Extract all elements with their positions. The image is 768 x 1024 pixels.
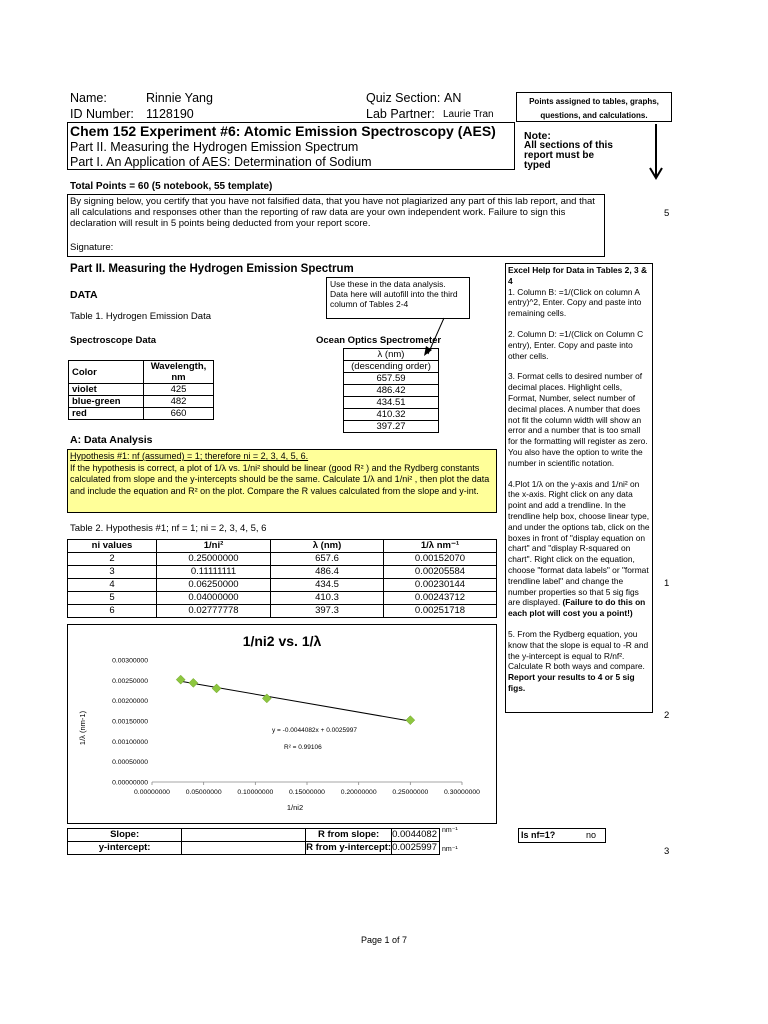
ocean-value: 434.51 — [344, 397, 439, 409]
table-row — [68, 592, 497, 605]
x-tick-label: 0.00000000 — [134, 789, 170, 796]
table-row — [68, 553, 497, 566]
excel-help-step: 1. Column B: =1/(Click on column A entry)^2, Enter. Copy and paste into remaining cells. — [508, 286, 642, 319]
table1-cell: blue-green — [69, 396, 144, 408]
table2-cell: 0.11111111 — [157, 566, 271, 579]
table2-header: λ (nm) — [271, 540, 384, 553]
data-label: DATA — [70, 289, 98, 301]
y-tick-label: 0.00000000 — [112, 779, 148, 787]
y-tick-label: 0.00250000 — [112, 677, 148, 685]
y-tick-label: 0.00150000 — [112, 718, 148, 726]
table2-cell: 0.00230144 — [384, 579, 497, 592]
trendline-equation: y = -0.0044082x + 0.0025997 — [272, 727, 357, 734]
results-table — [67, 828, 440, 855]
x-tick-label: 0.20000000 — [340, 789, 377, 796]
ocean-value: 410.32 — [344, 409, 439, 421]
table2-cell: 486.4 — [271, 566, 384, 579]
unit-label: nm⁻¹ — [442, 827, 458, 834]
ocean-header-order: (descending order) — [344, 361, 439, 373]
x-tick-label: 0.10000000 — [237, 789, 274, 796]
table1-cell: violet — [69, 384, 144, 396]
table2-cell: 0.06250000 — [157, 579, 271, 592]
table2-cell: 397.3 — [271, 605, 384, 618]
table2-cell: 0.00251718 — [384, 605, 497, 618]
declaration-points: 5 — [664, 208, 670, 219]
spectroscope-label: Spectroscope Data — [70, 335, 157, 346]
excel-help-step — [508, 479, 650, 619]
part1-heading: Part I. An Application of AES: Determination of Sodium — [70, 155, 372, 169]
table1-cell: 660 — [144, 408, 214, 420]
table-row — [68, 579, 497, 592]
excel-help-step — [508, 629, 650, 694]
table-row — [68, 605, 497, 618]
y-tick-label: 0.00100000 — [112, 738, 148, 746]
table2-cell: 657.6 — [271, 553, 384, 566]
table2-header: ni values — [68, 540, 157, 553]
name-label: Name: — [70, 91, 107, 105]
table1-header-wavelength: Wavelength, nm — [144, 361, 214, 384]
partner-label: Lab Partner: — [366, 107, 435, 121]
table2-header: 1/λ nm⁻¹ — [384, 540, 497, 553]
x-tick-label: 0.15000000 — [289, 789, 325, 796]
scatter-chart — [67, 624, 497, 824]
data-point — [176, 675, 185, 684]
analysis-title: A: Data Analysis — [70, 434, 153, 446]
part2-heading: Part II. Measuring the Hydrogen Emission Spectrum — [70, 140, 359, 154]
r-squared-label: R² = 0.99106 — [284, 744, 322, 751]
page-footer: Page 1 of 7 — [360, 935, 408, 945]
hypothesis-line: If the hypothesis is correct, a plot of 1/λ vs. 1/ni² should be linear (good R² ) and the Rydberg constants — [70, 462, 480, 473]
note-title: Note: — [524, 130, 551, 142]
table2-cell: 0.25000000 — [157, 553, 271, 566]
signature-label: Signature: — [70, 242, 114, 253]
ocean-value: 397.27 — [344, 421, 439, 433]
table1-cell: 425 — [144, 384, 214, 396]
table1-cell: red — [69, 408, 144, 420]
section-title: Part II. Measuring the Hydrogen Emission Spectrum — [70, 263, 354, 275]
y-tick-label: 0.00200000 — [112, 698, 148, 706]
excel-help-warning: Report your results to 4 or 5 sig figs. — [508, 672, 635, 693]
table1-cell: 482 — [144, 396, 214, 408]
report-title: Chem 152 Experiment #6: Atomic Emission Spectroscopy (AES) — [70, 123, 496, 139]
excel-help-step: 2. Column D: =1/(Click on Column C entry), Enter. Copy and paste into other cells. — [508, 328, 644, 361]
declaration-text: By signing below, you certify that you have not falsified data, that you have not plagiarized any part of this lab report, and that all calculations and responses other than the reporting of raw data are your own independent work. Failure to sign this declaration will result in 5 points being deducted from your report score. — [70, 196, 595, 229]
ocean-header-lambda: λ (nm) — [344, 349, 439, 361]
table-row — [68, 566, 497, 579]
margin-points: 3 — [664, 846, 670, 857]
margin-points: 2 — [664, 710, 670, 721]
hypothesis-line: Hypothesis #1: nf (assumed) = 1; therefore ni = 2, 3, 4, 5, 6. — [70, 451, 309, 461]
y-tick-label: 0.00300000 — [112, 657, 148, 665]
excel-help-text: 4.Plot 1/λ on the y-axis and 1/ni² on the x-axis. Right click on any data point and add a trendline. In the trendline help box, choose linear type, and under the options tab, click on the boxes in front of "display equation on chart" and "display R-squared on chart". Right click on the equation, choose "format data labels" or "format trendline label" and change the number properties so that 5 sig figs are displayed. — [508, 478, 650, 608]
table2-cell: 5 — [68, 592, 157, 605]
autofill-callout: Use these in the data analysis. Data here will autofill into the third column of Tables 2-4 — [326, 277, 470, 319]
excel-help-warning: (Failure to do this on each plot will cost you a point!) — [508, 597, 646, 619]
excel-help-title: Excel Help for Data in Tables 2, 3 & 4 — [508, 265, 648, 286]
data-point — [212, 684, 221, 693]
table2-header: 1/ni² — [157, 540, 271, 553]
ocean-value: 486.42 — [344, 385, 439, 397]
nf-check-value: no — [586, 830, 597, 840]
excel-help-text: 5. From the Rydberg equation, you know that the slope is equal to -R and the y-intercept is equal to R/nf². Calculate R both ways and compare. — [508, 628, 649, 672]
table2-cell: 0.04000000 — [157, 592, 271, 605]
table2 — [67, 539, 497, 618]
slope-value — [182, 829, 306, 842]
table2-cell: 0.00152070 — [384, 553, 497, 566]
partner-value: Laurie Tran — [443, 109, 494, 120]
nf-check-label: Is nf=1? — [521, 830, 556, 840]
y-axis-label: 1/λ (nm-1) — [78, 710, 87, 746]
y-tick-label: 0.00050000 — [112, 759, 148, 767]
data-point — [189, 678, 198, 687]
x-tick-label: 0.05000000 — [185, 789, 222, 796]
r-int-label: R from y-intercept: — [306, 842, 392, 853]
table1-header-color: Color — [69, 361, 144, 384]
table2-cell: 0.00243712 — [384, 592, 497, 605]
table1-caption: Table 1. Hydrogen Emission Data — [70, 311, 211, 322]
r-int-value: 0.0025997 — [392, 842, 440, 855]
table-row — [69, 384, 214, 396]
table2-cell: 434.5 — [271, 579, 384, 592]
unit-label: nm⁻¹ — [442, 846, 458, 853]
r-slope-label: R from slope: — [306, 829, 392, 842]
table2-caption: Table 2. Hypothesis #1; nf = 1; ni = 2, 3, 4, 5, 6 — [70, 523, 267, 534]
table-row — [69, 396, 214, 408]
table-row — [69, 408, 214, 420]
table2-cell: 6 — [68, 605, 157, 618]
hypothesis-line: and include the equation and R² on the plot. Compare the R values calculated from the slope and y-int. — [70, 485, 479, 496]
hypothesis-box — [67, 449, 497, 513]
margin-points: 1 — [664, 578, 670, 589]
quiz-label: Quiz Section: — [366, 91, 441, 105]
ocean-table — [343, 348, 439, 433]
quiz-value: AN — [444, 91, 462, 105]
points-note: Points assigned to tables, graphs, questions, and calculations. — [516, 92, 672, 122]
table2-cell: 0.00205584 — [384, 566, 497, 579]
r-slope-value: 0.0044082 — [392, 829, 440, 842]
ocean-value: 657.59 — [344, 373, 439, 385]
excel-help-box — [505, 263, 653, 713]
down-arrow-icon — [646, 124, 666, 184]
declaration-box — [67, 194, 605, 257]
intercept-label: y-intercept: — [68, 842, 182, 855]
table2-cell: 4 — [68, 579, 157, 592]
note-body: All sections of this report must be typed — [524, 140, 613, 171]
table2-cell: 2 — [68, 553, 157, 566]
ocean-optics-label: Ocean Optics Spectrometer — [316, 335, 442, 346]
id-value: 1128190 — [146, 107, 194, 121]
table2-cell: 0.02777778 — [157, 605, 271, 618]
x-axis-label: 1/ni2 — [286, 803, 304, 812]
data-point — [406, 716, 415, 725]
table1 — [68, 360, 214, 420]
id-label: ID Number: — [70, 107, 134, 121]
table2-cell: 3 — [68, 566, 157, 579]
hypothesis-line: calculated from slope and the y-intercepts should be the same. Calculate 1/λ and 1/ni² , then plot the data — [70, 474, 490, 484]
slope-label: Slope: — [68, 829, 182, 842]
x-tick-label: 0.30000000 — [444, 789, 480, 796]
chart-title: 1/ni2 vs. 1/λ — [242, 633, 322, 649]
excel-help-step: 3. Format cells to desired number of decimal places. Highlight cells, Format, Number, select number of decimal places. A number that does not fit the column width will show an error and a number that is too small for the formatting will register as zero. You also have the option to write the number in scientific notation. — [508, 371, 648, 468]
total-points: Total Points = 60 (5 notebook, 55 template) — [70, 181, 273, 192]
name-value: Rinnie Yang — [146, 91, 213, 105]
intercept-value — [182, 842, 306, 855]
table2-cell: 410.3 — [271, 592, 384, 605]
x-tick-label: 0.25000000 — [392, 789, 429, 796]
